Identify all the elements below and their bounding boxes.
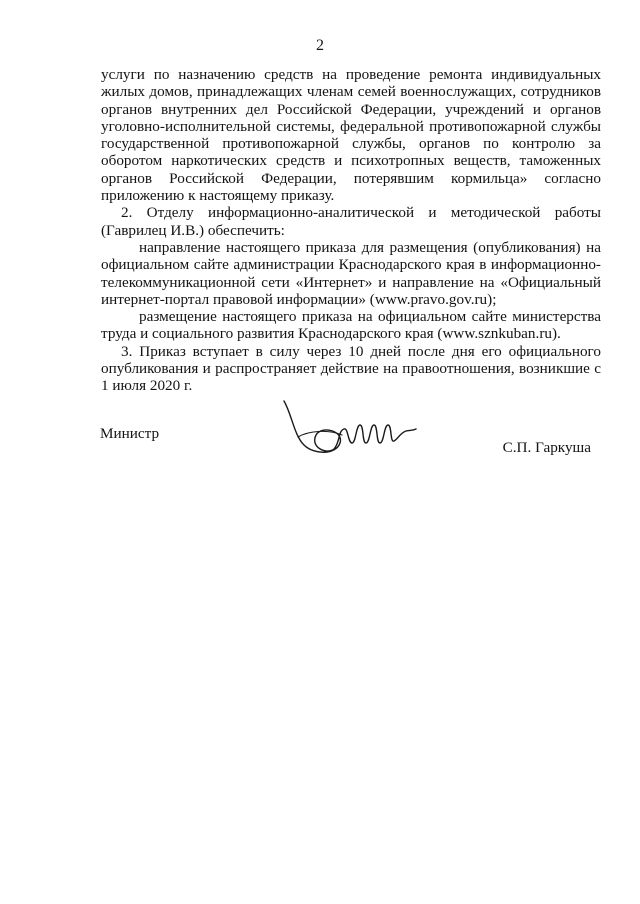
signatory-role: Министр bbox=[100, 425, 160, 442]
paragraph-item-2: 2. Отделу информационно-аналитической и методической работы (Гаврилец И.В.) обеспечить: bbox=[101, 204, 601, 239]
paragraph-item-3: 3. Приказ вступает в силу через 10 дней после дня его официального опубликования и распространяет действие на правоотношения, возникшие с 1 июля 2020 г. bbox=[101, 342, 601, 395]
handwritten-signature bbox=[278, 395, 418, 463]
paragraph-continuation: услуги по назначению средств на проведение ремонта индивидуальных жилых домов, принадлежащих членам семей военнослужащих, сотрудников органов внутренних дел Российской Федерации, учреждений и органов уголовно-исполнительной системы, федеральной противопожарной службы государственной противопожарной службы, органов по контролю за оборотом наркотических средств и психотропных веществ, таможенных органов Российской Федерации, потерявшим кормильца» согласно приложению к настоящему приказу. bbox=[101, 66, 601, 205]
paragraph-item-2-publication: направление настоящего приказа для размещения (опубликования) на официальном сайте администрации Краснодарского края в информационно-телекоммуникационной сети «Интернет» и направление на «Официальный интернет-портал правовой информации» (www.pravo.gov.ru); bbox=[101, 238, 601, 308]
page-number: 2 bbox=[316, 37, 324, 54]
signatory-name: С.П. Гаркуша bbox=[502, 439, 591, 456]
document-body bbox=[101, 66, 601, 395]
paragraph-item-2-website: размещение настоящего приказа на официальном сайте министерства труда и социального развития Краснодарского края (www.sznkuban.ru). bbox=[101, 308, 601, 343]
